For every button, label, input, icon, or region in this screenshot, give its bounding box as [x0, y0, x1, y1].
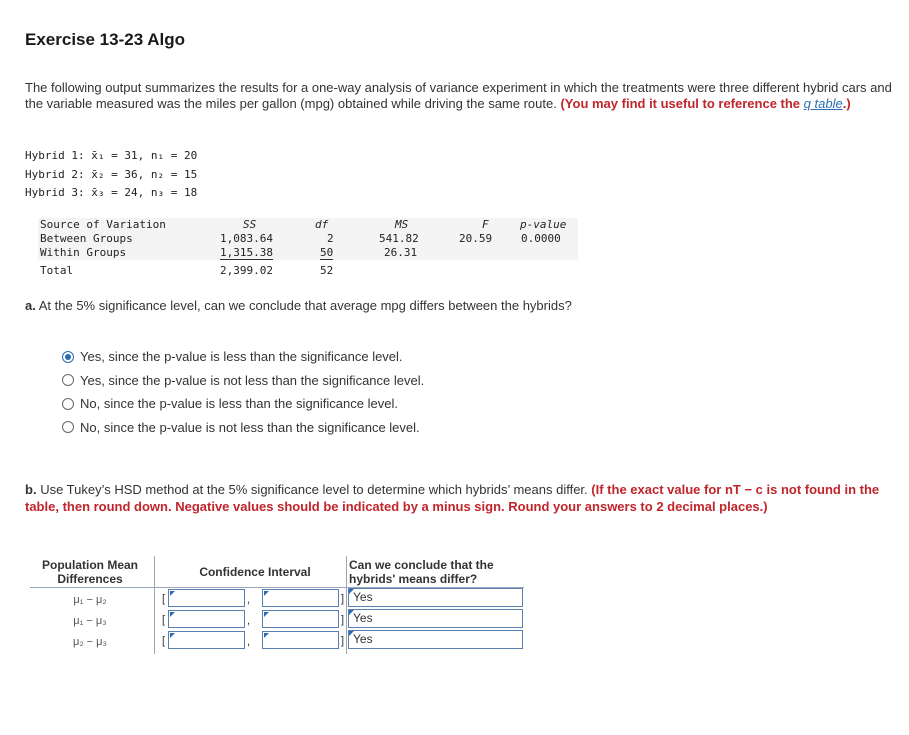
row-label-mu2-mu3: μ₂ − μ₃	[73, 636, 107, 648]
comma: ,	[247, 594, 251, 606]
option-3-label: No, since the p-value is less than the significance level.	[80, 396, 398, 412]
row-label-mu1-mu3: μ₁ − μ₃	[73, 615, 107, 627]
anova-total-row	[38, 264, 578, 278]
question-b-label: b.	[25, 482, 37, 497]
row-label-mu1-mu2: μ₁ − μ₂	[73, 594, 107, 606]
header-ss: SS	[243, 218, 257, 231]
hybrid-3-line: Hybrid 3: x̄₃ = 24, n₃ = 18	[25, 186, 198, 199]
header-differences: Population Mean Differences	[42, 558, 138, 586]
conclusion-select-2[interactable]: Yes	[348, 609, 523, 628]
total-source: Total	[40, 264, 74, 277]
option-1-label: Yes, since the p-value is less than the significance level.	[80, 349, 403, 365]
intro-note: (You may find it useful to reference the q table.)	[560, 96, 851, 111]
ci-lower-input-3[interactable]	[168, 631, 245, 649]
question-a-text: At the 5% significance level, can we conclude that average mpg differs between the hybrids?	[38, 298, 572, 313]
close-bracket: ]	[341, 614, 345, 626]
close-bracket: ]	[341, 635, 345, 647]
ci-lower-input-2[interactable]	[168, 610, 245, 628]
radio[interactable]	[62, 421, 74, 433]
radio[interactable]	[62, 398, 74, 410]
between-ss: 1,083.64	[220, 232, 273, 245]
ci-lower-input-1[interactable]	[168, 589, 245, 607]
open-bracket: [	[162, 635, 166, 647]
total-ss: 2,399.02	[220, 264, 273, 277]
header-conclude: Can we conclude that the hybrids' means differ?	[349, 558, 494, 586]
conclusion-select-1[interactable]: Yes	[348, 588, 523, 607]
within-ms: 26.31	[384, 246, 418, 259]
header-ms: MS	[395, 218, 409, 231]
within-df: 50	[320, 246, 334, 259]
ci-upper-input-2[interactable]	[262, 610, 339, 628]
question-b-text: Use Tukey’s HSD method at the 5% significance level to determine which hybrids’ means differ.	[40, 482, 588, 497]
anova-between-row	[38, 232, 578, 246]
between-df: 2	[327, 232, 334, 245]
conclusion-select-3[interactable]: Yes	[348, 630, 523, 649]
radio-selected[interactable]	[62, 351, 74, 363]
comma: ,	[247, 636, 251, 648]
hybrid-2-line: Hybrid 2: x̄₂ = 36, n₂ = 15	[25, 167, 198, 181]
anova-table	[38, 218, 578, 278]
total-df: 52	[320, 264, 334, 277]
problem-intro	[25, 80, 895, 112]
option-1[interactable]	[62, 345, 424, 369]
column-divider	[346, 556, 347, 654]
question-a-label: a.	[25, 298, 36, 313]
question-b-note: (If the exact value for nT − c is not found in the table, then round down. Negative values should be indicated by a minus sign. Round your answers to 2 decimal places.)	[25, 482, 880, 514]
radio[interactable]	[62, 374, 74, 386]
ci-upper-input-1[interactable]	[262, 589, 339, 607]
close-bracket: ]	[341, 593, 345, 605]
question-a-options	[62, 345, 424, 439]
comma: ,	[247, 615, 251, 627]
option-2[interactable]	[62, 369, 424, 393]
header-df: df	[315, 218, 329, 231]
hybrid-1-line: Hybrid 1: x̄₁ = 31, n₁ = 20	[25, 149, 198, 162]
within-source: Within Groups	[40, 246, 127, 259]
intro-text: The following output summarizes the results for a one-way analysis of variance experiment in which the treatments were three different hybrid cars and the variable measured was the miles per gallon (mpg) obtained while driving the same route.	[25, 80, 892, 111]
open-bracket: [	[162, 614, 166, 626]
anova-header-row	[38, 218, 578, 232]
page-title: Exercise 13-23 Algo	[25, 30, 186, 49]
q-table-link[interactable]: q table	[803, 96, 843, 111]
option-2-label: Yes, since the p-value is not less than the significance level.	[80, 372, 425, 388]
hybrid-summary	[25, 147, 197, 203]
between-p: 0.0000	[521, 232, 561, 245]
header-p: p-value	[520, 218, 567, 231]
between-f: 20.59	[459, 232, 493, 245]
anova-within-row	[38, 246, 578, 260]
between-source: Between Groups	[40, 232, 133, 245]
option-4-label: No, since the p-value is not less than the significance level.	[80, 419, 420, 435]
header-source: Source of Variation	[40, 218, 166, 231]
between-ms: 541.82	[379, 232, 419, 245]
header-f: F	[482, 218, 489, 231]
question-a	[25, 298, 572, 313]
within-ss: 1,315.38	[220, 246, 273, 259]
option-3[interactable]	[62, 392, 424, 416]
open-bracket: [	[162, 593, 166, 605]
ci-upper-input-3[interactable]	[262, 631, 339, 649]
option-4[interactable]	[62, 416, 424, 440]
question-b	[25, 481, 900, 515]
header-confidence-interval: Confidence Interval	[199, 565, 311, 579]
column-divider	[154, 556, 155, 654]
